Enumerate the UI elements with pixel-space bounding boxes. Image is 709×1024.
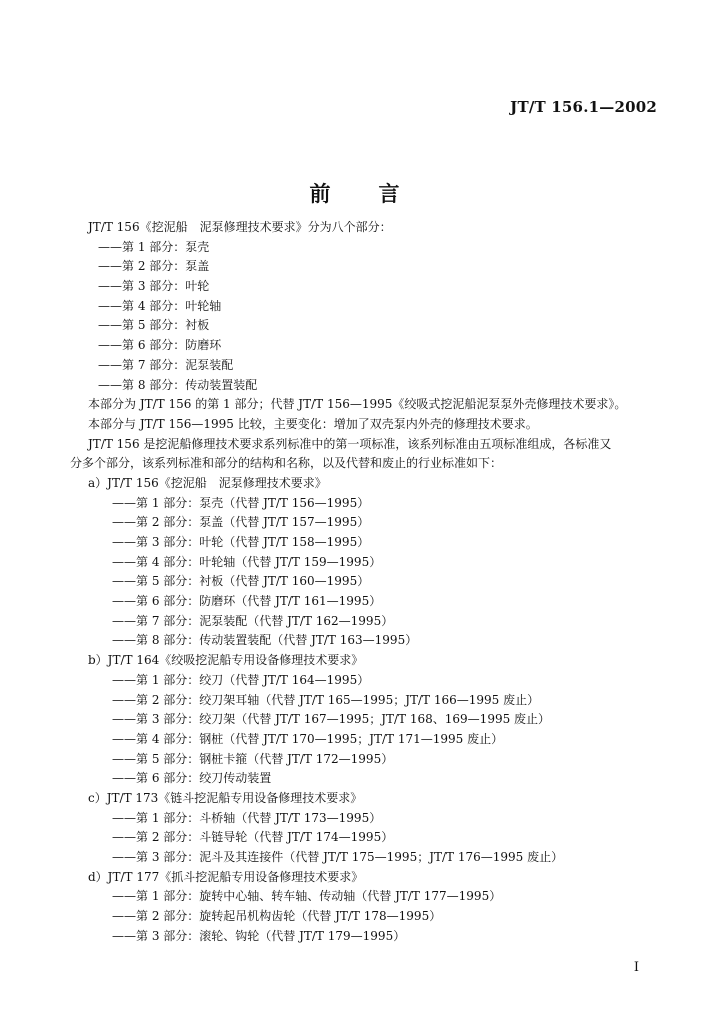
text-line: ——第 6 部分：防磨环: [98, 338, 222, 353]
text-line: ——第 3 部分：绞刀架（代替 JT/T 167—1995；JT/T 168、169—1995 废止）: [112, 712, 551, 727]
title-char-2: 言: [378, 181, 400, 206]
body-text: [70, 218, 660, 946]
text-line: ——第 1 部分：斗桥轴（代替 JT/T 173—1995）: [112, 810, 382, 825]
text-line: ——第 7 部分：泥泵装配（代替 JT/T 162—1995）: [112, 613, 394, 628]
text-line: c）JT/T 173《链斗挖泥船专用设备修理技术要求》: [88, 790, 363, 805]
text-line: ——第 6 部分：绞刀传动装置: [112, 771, 272, 786]
text-line: ——第 3 部分：叶轮（代替 JT/T 158—1995）: [112, 535, 370, 549]
text-line: ——第 1 部分：绞刀（代替 JT/T 164—1995）: [112, 672, 370, 687]
text-line: ——第 2 部分：绞刀架耳轴（代替 JT/T 165—1995；JT/T 166—1995 废止）: [112, 692, 540, 707]
text-line: b）JT/T 164《绞吸挖泥船专用设备修理技术要求》: [88, 653, 364, 668]
page-number: I: [633, 960, 639, 975]
text-line: 本部分为 JT/T 156 的第 1 部分；代替 JT/T 156—1995《绞吸式挖泥船泥泵泵外壳修理技术要求》。: [88, 397, 627, 412]
text-line: a）JT/T 156《挖泥船 泥泵修理技术要求》: [88, 475, 327, 490]
page-title: [0, 178, 709, 208]
text-line: ——第 1 部分：泵壳（代替 JT/T 156—1995）: [112, 495, 370, 510]
text-line: ——第 2 部分：旋转起吊机构齿轮（代替 JT/T 178—1995）: [112, 909, 442, 924]
text-line: ——第 2 部分：泵盖（代替 JT/T 157—1995）: [112, 515, 370, 530]
text-line: ——第 3 部分：滚轮、钩轮（代替 JT/T 179—1995）: [112, 928, 406, 943]
text-line: ——第 2 部分：斗链导轮（代替 JT/T 174—1995）: [112, 830, 394, 845]
text-line: ——第 1 部分：泵壳: [98, 239, 210, 254]
text-line: JT/T 156《挖泥船 泥泵修理技术要求》分为八个部分：: [88, 220, 392, 234]
text-line: ——第 4 部分：钢桩（代替 JT/T 170—1995；JT/T 171—1995 废止）: [112, 731, 504, 746]
text-line: ——第 5 部分：钢桩卡箍（代替 JT/T 172—1995）: [112, 751, 394, 766]
text-line: ——第 4 部分：叶轮轴: [98, 298, 222, 313]
text-line: ——第 6 部分：防磨环（代替 JT/T 161—1995）: [112, 594, 382, 609]
text-line: 分多个部分，该系列标准和部分的结构和名称，以及代替和废止的行业标准如下：: [70, 456, 503, 471]
text-line: ——第 3 部分：叶轮: [98, 279, 210, 294]
text-line: ——第 3 部分：泥斗及其连接件（代替 JT/T 175—1995；JT/T 176—1995 废止）: [112, 850, 564, 864]
text-line: ——第 5 部分：衬板: [98, 318, 210, 333]
text-line: ——第 4 部分：叶轮轴（代替 JT/T 159—1995）: [112, 554, 382, 569]
text-line: ——第 2 部分：泵盖: [98, 259, 210, 274]
text-line: ——第 8 部分：传动装置装配: [98, 377, 258, 392]
text-line: 本部分与 JT/T 156—1995 比较，主要变化：增加了双壳泵内外壳的修理技术要求。: [88, 416, 538, 431]
text-line: ——第 8 部分：传动装置装配（代替 JT/T 163—1995）: [112, 633, 418, 648]
text-line: ——第 5 部分：衬板（代替 JT/T 160—1995）: [112, 574, 370, 589]
text-line: JT/T 156 是挖泥船修理技术要求系列标准中的第一项标准，该系列标准由五项标准组成，各标准又: [88, 436, 612, 451]
title-char-1: 前: [309, 181, 331, 206]
text-line: ——第 7 部分：泥泵装配: [98, 357, 234, 372]
text-line: ——第 1 部分：旋转中心轴、转车轴、传动轴（代替 JT/T 177—1995）: [112, 889, 502, 904]
standard-code: JT/T 156.1—2002: [510, 98, 657, 116]
text-line: d）JT/T 177《抓斗挖泥船专用设备修理技术要求》: [88, 869, 364, 884]
